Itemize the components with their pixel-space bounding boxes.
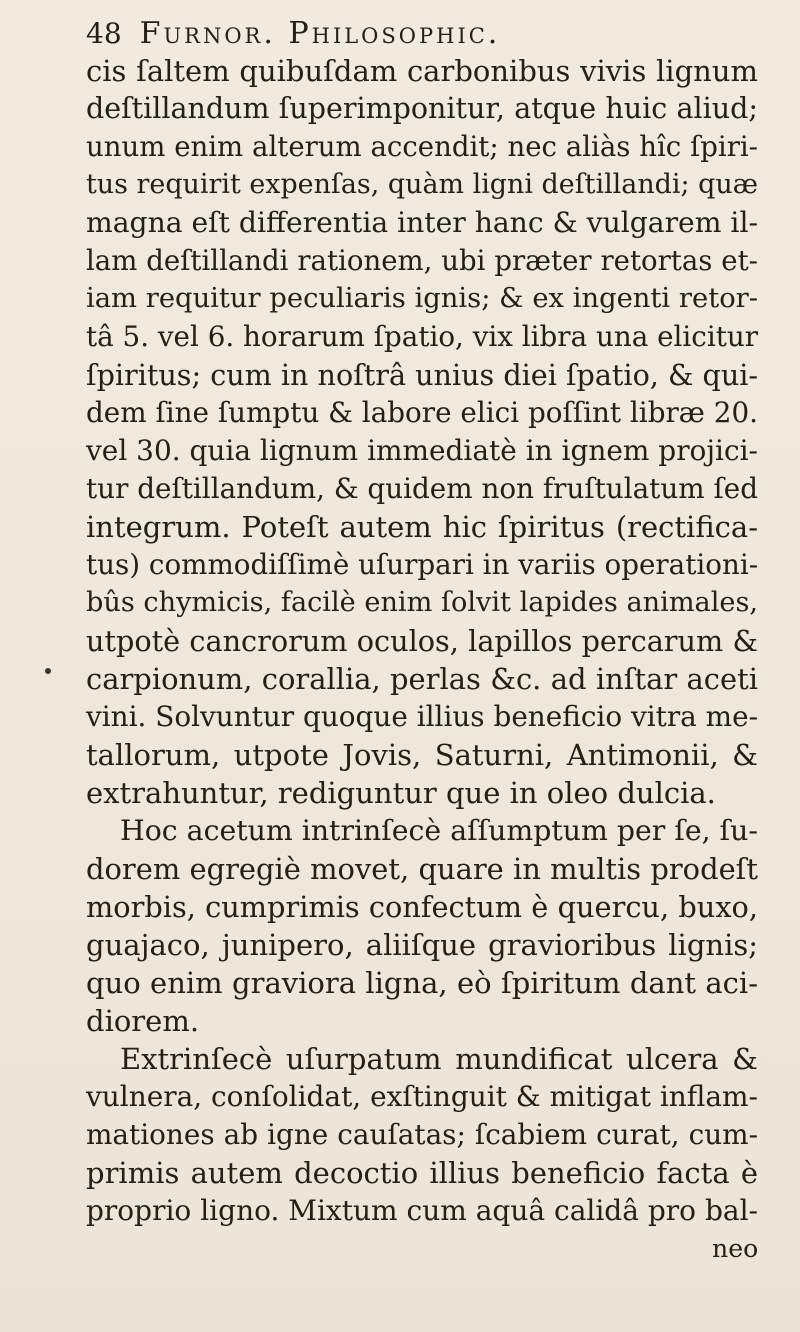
text-line: quo enim graviora ligna, eò ſpiritum dant aci- <box>86 966 758 1000</box>
text-line: integrum. Poteſt autem hic ſpiritus (rectifica- <box>86 510 758 544</box>
text-line: vel 30. quia lignum immediatè in ignem projici- <box>86 434 758 467</box>
text-line: vini. Solvuntur quoque illius beneficio vitra me- <box>86 700 758 733</box>
page-header <box>86 14 726 54</box>
text-line: extrahuntur, rediguntur que in oleo dulcia. <box>86 776 716 810</box>
text-line: tus) commodiſſimè uſurpari in variis operationi- <box>86 548 759 581</box>
text-line: utpotè cancrorum oculos, lapillos percarum & <box>86 624 758 658</box>
margin-mark <box>45 668 51 674</box>
text-line: Extrinſecè uſurpatum mundificat ulcera & <box>120 1042 758 1076</box>
text-line: tâ 5. vel 6. horarum ſpatio, vix libra una elicitur <box>86 320 758 353</box>
text-line: tallorum, utpote Jovis, Saturni, Antimonii, & <box>86 738 758 772</box>
text-line: lam deſtillandi rationem, ubi præter retortas et- <box>86 245 758 277</box>
text-line: carpionum, corallia, perlas &c. ad inſtar aceti <box>86 662 758 696</box>
text-line: cis ſaltem quibuſdam carbonibus vivis lignum <box>86 54 758 88</box>
text-line: primis autem decoctio illius beneficio facta è <box>86 1156 758 1190</box>
text-line: guajaco, junipero, aliiſque gravioribus lignis; <box>86 928 758 962</box>
text-line: tus requirit expenſas, quàm ligni deſtillandi; quæ <box>86 169 758 200</box>
text-line: Hoc acetum intrinſecè aſſumptum per ſe, ſu- <box>120 814 758 847</box>
text-line: vulnera, conſolidat, exſtinguit & mitigat inflam- <box>86 1080 758 1113</box>
text-line: ſpiritus; cum in noſtrâ unius diei ſpatio, & qui- <box>86 358 759 392</box>
text-line: proprio ligno. Mixtum cum aquâ calidâ pro bal- <box>86 1194 758 1227</box>
text-line: diorem. <box>86 1004 200 1038</box>
text-line: deſtillandum ſuperimponitur, atque huic aliud; <box>86 92 758 125</box>
text-line: mationes ab igne cauſatas; ſcabiem curat, cum- <box>86 1118 758 1151</box>
page-number: 48 <box>86 17 122 50</box>
text-line: magna eſt differentia inter hanc & vulgarem il- <box>86 206 758 239</box>
text-line: iam requitur peculiaris ignis; & ex ingenti retor- <box>86 283 758 314</box>
catchword: neo <box>712 1234 759 1263</box>
text-line: dem ſine ſumptu & labore elici poſſint libræ 20. <box>86 396 758 429</box>
text-line: tur deſtillandum, & quidem non fruſtulatum ſed <box>86 472 758 505</box>
text-line: morbis, cumprimis confectum è quercu, buxo, <box>86 890 758 924</box>
running-title: Furnor. Philosophic. <box>139 16 501 51</box>
text-line: unum enim alterum accendit; nec aliàs hîc ſpiri- <box>86 131 758 163</box>
text-line: bûs chymicis, facilè enim ſolvit lapides animales, <box>86 587 758 618</box>
text-line: dorem egregiè movet, quare in multis prodeſt <box>86 852 758 886</box>
